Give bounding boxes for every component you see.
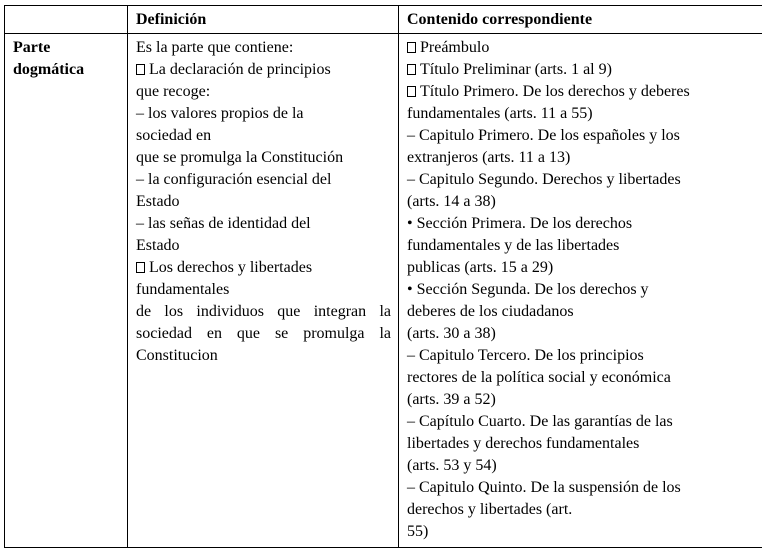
definicion-line [136, 279, 391, 301]
line-text: – Capitulo Quinto. De la suspensión de los [407, 479, 681, 496]
definicion-line [136, 59, 391, 81]
definicion-line [136, 213, 391, 235]
line-text: – la configuración esencial del [136, 171, 332, 188]
contenido-line [407, 59, 756, 81]
line-text: de los individuos que integran la [136, 303, 391, 320]
header-cell-definicion: Definición [128, 6, 399, 34]
line-text: Estado [136, 193, 180, 210]
contenido-line [407, 279, 756, 301]
line-text: La declaración de principios [149, 61, 331, 78]
header-cell-contenido: Contenido correspondiente [399, 6, 762, 34]
line-text: (arts. 39 a 52) [407, 391, 496, 408]
contenido-line [407, 81, 756, 103]
definicion-line [136, 125, 391, 147]
line-text: – Capitulo Tercero. De los principios [407, 347, 644, 364]
row-label-line: Parte [13, 39, 51, 56]
line-text: Estado [136, 237, 180, 254]
definicion-line [136, 345, 391, 367]
definicion-line [136, 37, 391, 59]
line-text: – Capítulo Cuarto. De las garantías de las [407, 413, 673, 430]
contenido-line [407, 213, 756, 235]
contenido-line [407, 477, 756, 499]
contenido-line [407, 521, 756, 543]
contenido-line [407, 257, 756, 279]
definicion-line [136, 81, 391, 103]
definicion-list [136, 37, 391, 367]
checkbox-square-icon [136, 262, 145, 273]
table-row [5, 34, 762, 548]
definicion-cell [128, 34, 399, 548]
contenido-line [407, 147, 756, 169]
header-row [5, 6, 762, 34]
contenido-line [407, 37, 756, 59]
definicion-line [136, 301, 391, 323]
line-text: – las señas de identidad del [136, 215, 311, 232]
definicion-line [136, 323, 391, 345]
constitution-table [4, 5, 762, 548]
line-text: Título Primero. De los derechos y deberes [420, 83, 690, 100]
line-text: 55) [407, 523, 429, 540]
header-cell-empty [5, 6, 128, 34]
contenido-line [407, 235, 756, 257]
row-label-cell [5, 34, 128, 548]
line-text: extranjeros (arts. 11 a 13) [407, 149, 571, 166]
line-text: fundamentales [136, 281, 230, 298]
line-text: que se promulga la Constitución [136, 149, 344, 166]
contenido-line [407, 433, 756, 455]
line-text: Es la parte que contiene: [136, 39, 294, 56]
line-text: derechos y libertades (art. [407, 501, 573, 518]
definicion-line [136, 257, 391, 279]
line-text: (arts. 14 a 38) [407, 193, 496, 210]
line-text: que recoge: [136, 83, 211, 100]
definicion-line [136, 103, 391, 125]
line-text: Título Preliminar (arts. 1 al 9) [420, 61, 612, 78]
line-text: fundamentales (arts. 11 a 55) [407, 105, 593, 122]
line-text: Constitucion [136, 347, 218, 364]
contenido-line [407, 125, 756, 147]
contenido-cell [399, 34, 762, 548]
line-text: libertades y derechos fundamentales [407, 435, 640, 452]
contenido-list [407, 37, 756, 543]
line-text: sociedad en [136, 127, 212, 144]
definicion-line [136, 147, 391, 169]
contenido-line [407, 323, 756, 345]
line-text: – Capitulo Segundo. Derechos y libertades [407, 171, 681, 188]
contenido-line [407, 499, 756, 521]
checkbox-square-icon [407, 64, 416, 75]
contenido-line [407, 455, 756, 477]
line-text: deberes de los ciudadanos [407, 303, 574, 320]
row-label-line: dogmática [13, 61, 85, 78]
contenido-line [407, 367, 756, 389]
line-text: (arts. 53 y 54) [407, 457, 497, 474]
line-text: Preámbulo [420, 39, 490, 56]
contenido-line [407, 411, 756, 433]
checkbox-square-icon [407, 42, 416, 53]
line-text: Los derechos y libertades [149, 259, 313, 276]
definicion-line [136, 235, 391, 257]
contenido-line [407, 103, 756, 125]
contenido-line [407, 389, 756, 411]
line-text: rectores de la política social y económica [407, 369, 671, 386]
contenido-line [407, 169, 756, 191]
line-text: (arts. 30 a 38) [407, 325, 496, 342]
line-text: • Sección Segunda. De los derechos y [407, 281, 649, 298]
line-text: – los valores propios de la [136, 105, 304, 122]
line-text: • Sección Primera. De los derechos [407, 215, 633, 232]
definicion-line [136, 191, 391, 213]
contenido-line [407, 191, 756, 213]
contenido-line [407, 345, 756, 367]
definicion-line [136, 169, 391, 191]
line-text: – Capitulo Primero. De los españoles y los [407, 127, 680, 144]
contenido-line [407, 301, 756, 323]
line-text: publicas (arts. 15 a 29) [407, 259, 554, 276]
line-text: fundamentales y de las libertades [407, 237, 620, 254]
checkbox-square-icon [407, 86, 416, 97]
line-text: sociedad en que se promulga la [136, 325, 391, 342]
checkbox-square-icon [136, 64, 145, 75]
